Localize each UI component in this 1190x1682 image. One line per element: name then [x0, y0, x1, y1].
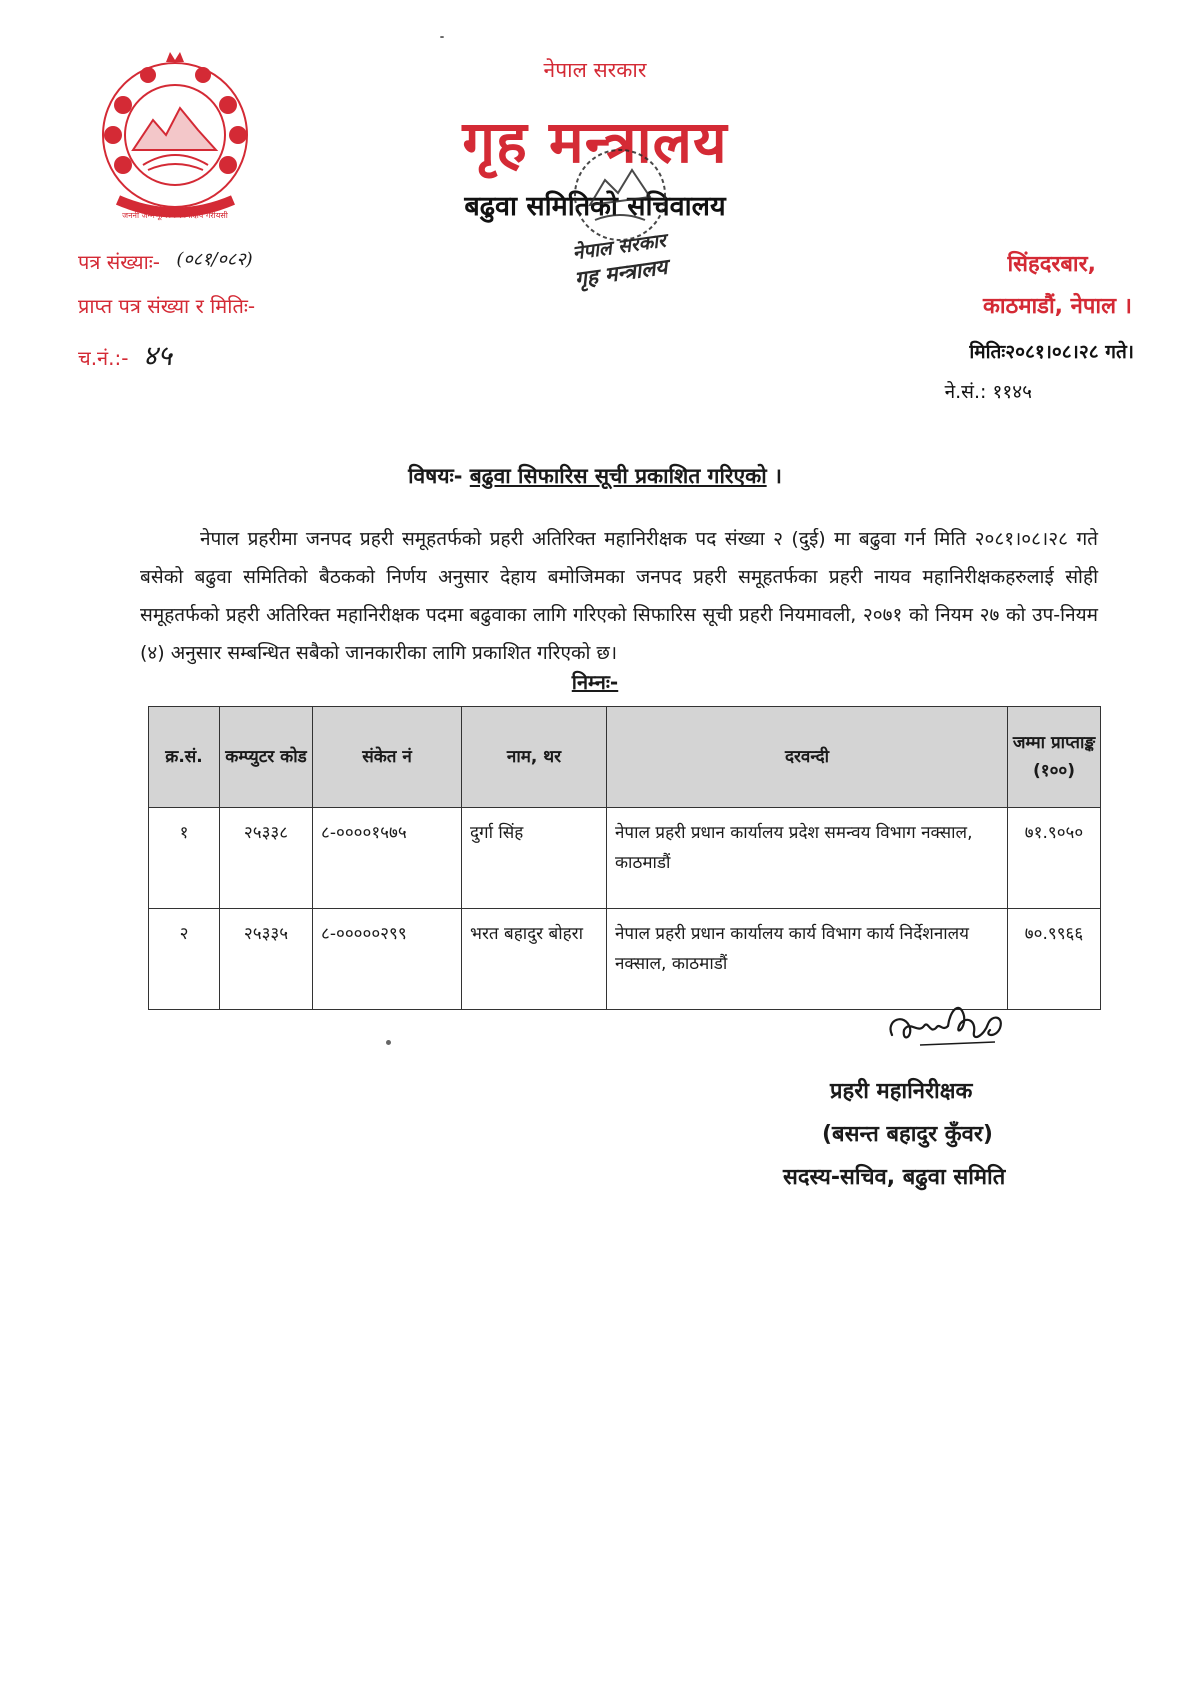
scan-speck — [386, 1040, 391, 1045]
recommendation-table — [148, 706, 1101, 1010]
signatory-name: (बसन्त बहादुर कुँवर) — [822, 1122, 993, 1147]
dispatch-number-value: ४५ — [142, 339, 172, 372]
letter-number — [78, 248, 253, 275]
address-line-2: काठमाडौं, नेपाल । — [982, 294, 1132, 319]
cell-symbol-no: ८-०००००२९९ — [313, 909, 462, 1010]
dispatch-number — [78, 336, 172, 374]
secretariat-name: बढुवा समितिको सचिवालय — [464, 191, 726, 222]
table-header-row — [149, 707, 1101, 808]
svg-text:नेपाल सरकार: नेपाल सरकार — [571, 229, 668, 265]
svg-text:जननी जन्मभूमिश्च स्वर्गादपि गर: जननी जन्मभूमिश्च स्वर्गादपि गरीयसी — [122, 211, 228, 220]
office-stamp-icon — [540, 135, 705, 300]
table-row — [149, 808, 1101, 909]
header-sn: क्र.सं. — [149, 707, 220, 808]
cell-symbol-no: ८-००००१५७५ — [313, 808, 462, 909]
ministry-name: गृह मन्त्रालय — [462, 108, 728, 176]
nepal-sambat-date: ने.सं.: ११४५ — [944, 381, 1032, 403]
cell-total-marks: ७०.९९६६ — [1008, 909, 1101, 1010]
received-letter-label: प्राप्त पत्र संख्या र मितिः- — [78, 294, 256, 318]
header-symbol-no: संकेत नं — [313, 707, 462, 808]
list-heading: निम्नः- — [571, 670, 619, 694]
header-total-marks: जम्मा प्राप्ताङ्क (१००) — [1008, 707, 1101, 808]
header-computer-code: कम्प्युटर कोड — [220, 707, 313, 808]
cell-position: नेपाल प्रहरी प्रधान कार्यालय प्रदेश समन्वय विभाग नक्साल, काठमाडौं — [607, 808, 1008, 909]
subject-line — [0, 462, 1190, 490]
cell-total-marks: ७१.९०५० — [1008, 808, 1101, 909]
letter-date: मितिः२०८१।०८।२८ गते। — [969, 341, 1134, 363]
signature-icon — [880, 990, 1020, 1060]
letter-number-label: पत्र संख्याः- — [78, 250, 161, 274]
dispatch-number-label: च.नं.:- — [78, 346, 129, 370]
cell-name: भरत बहादुर बोहरा — [462, 909, 607, 1010]
letter-number-value: (०८१/०८२) — [176, 249, 253, 270]
cell-sn: २ — [149, 909, 220, 1010]
signatory-title: प्रहरी महानिरीक्षक — [830, 1079, 973, 1104]
cell-position: नेपाल प्रहरी प्रधान कार्यालय कार्य विभाग कार्य निर्देशनालय नक्साल, काठमाडौं — [607, 909, 1008, 1010]
cell-name: दुर्गा सिंह — [462, 808, 607, 909]
government-name: नेपाल सरकार — [543, 58, 647, 82]
header-position: दरवन्दी — [607, 707, 1008, 808]
body-paragraph: नेपाल प्रहरीमा जनपद प्रहरी समूहतर्फको प्रहरी अतिरिक्त महानिरीक्षक पद संख्या २ (दुई) मा बढुवा गर्न मिति २०८१।०८।२८ गते बसेको बढुवा समितिको बैठकको निर्णय अनुसार देहाय बमोजिमका जनपद प्रहरी समूहतर्फका प्रहरी नायव महानिरीक्षकहरुलाई सोही समूहतर्फको प्रहरी अतिरिक्त महानिरीक्षक पदमा बढुवाका लागि गरिएको सिफारिस सूची प्रहरी नियमावली, २०७१ को नियम २७ को उप-नियम (४) अनुसार सम्बन्धित सबैको जानकारीका लागि प्रकाशित गरिएको छ। — [140, 528, 1098, 664]
scan-speck — [440, 36, 444, 38]
subject-end: । — [773, 464, 782, 488]
signatory-role: सदस्य-सचिव, बढुवा समिति — [783, 1165, 1006, 1190]
cell-sn: १ — [149, 808, 220, 909]
cell-computer-code: २५३३८ — [220, 808, 313, 909]
header-name: नाम, थर — [462, 707, 607, 808]
cell-computer-code: २५३३५ — [220, 909, 313, 1010]
svg-text:गृह मन्त्रालय: गृह मन्त्रालय — [573, 254, 669, 292]
subject-text: बढुवा सिफारिस सूची प्रकाशित गरिएको — [469, 464, 767, 488]
subject-label: विषयः- — [408, 464, 463, 488]
address-line-1: सिंहदरबार, — [1007, 252, 1096, 277]
